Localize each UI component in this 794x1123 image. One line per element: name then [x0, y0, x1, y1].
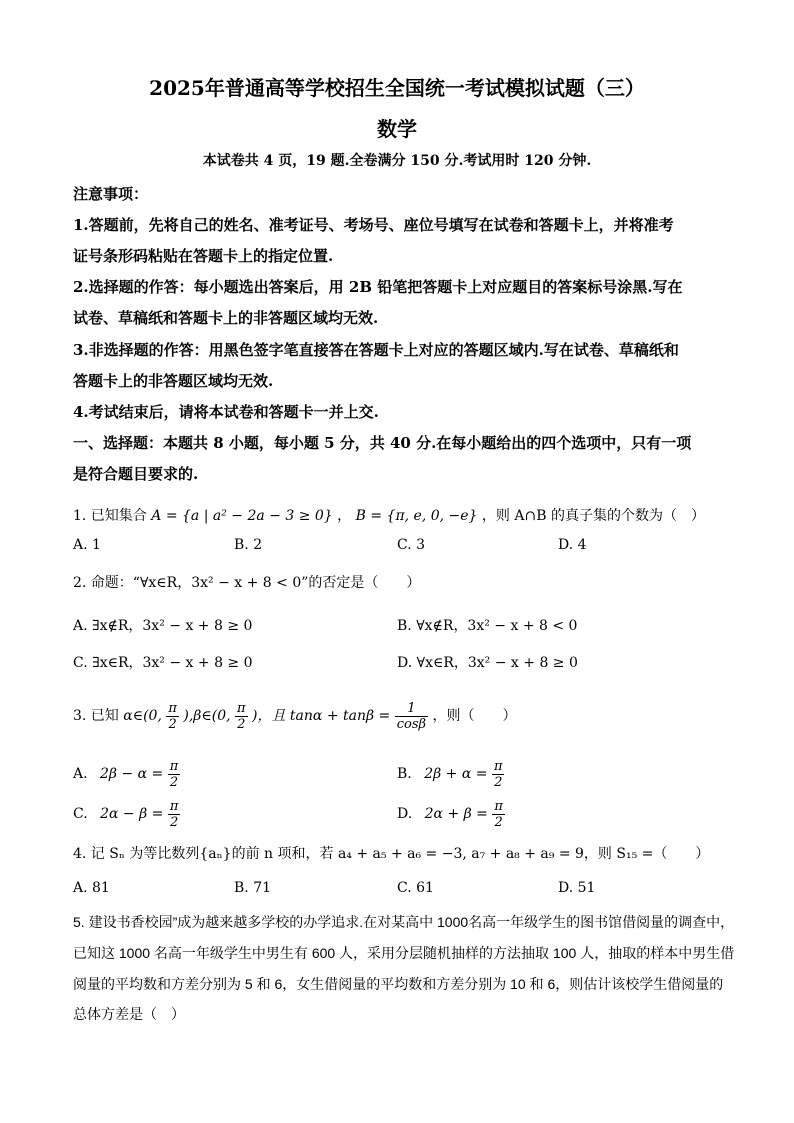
q1-set-b: B = {π, e, 0, −e}	[355, 508, 478, 524]
q3-option-b	[397, 754, 504, 794]
frac-denominator: 2	[169, 814, 179, 830]
q1-option-c: C. 3	[397, 537, 426, 553]
q1-option-a: A. 1	[73, 537, 101, 553]
frac-denominator: 2	[494, 774, 503, 790]
frac-denominator: 2	[168, 716, 177, 732]
q2-option-c: C. ∃x∈R，3x² − x + 8 ≥ 0	[73, 655, 253, 671]
option-label: B.	[397, 766, 412, 782]
q3-pi-over-2	[166, 701, 179, 732]
q1-sep: ，	[337, 508, 352, 524]
option-lhs: 2β − α =	[100, 766, 164, 782]
frac-denominator: 2	[169, 774, 179, 790]
note-line: 1.答题前，先将自己的姓名、准考证号、考场号、座位号填写在试卷和答题卡上，并将准考	[73, 216, 674, 234]
q4-option-a: A. 81	[73, 880, 110, 896]
q4-option-b: B. 71	[234, 880, 272, 896]
q1-option-d: D. 4	[558, 537, 587, 553]
q1-suffix: ，则 A∩B 的真子集的个数为（ ）	[481, 508, 705, 524]
q2-option-d: D. ∀x∈R，3x² − x + 8 ≥ 0	[397, 655, 578, 671]
note-line: 试卷、草稿纸和答题卡上的非答题区域均无效.	[73, 309, 379, 327]
question-5-line: 总体方差是（ ）	[73, 1006, 185, 1022]
question-4: 4. 记 Sₙ 为等比数列{aₙ}的前 n 项和，若 a₄ + a₅ + a₆ = −3, a₇ + a₈ + a₉ = 9，则 S₁₅ =（ ）	[73, 846, 710, 862]
notes-heading: 注意事项：	[73, 185, 149, 203]
question-5-line: 5. 建设书香校园”成为越来越多学校的办学追求.在对某高中 1000名高一年级学生的图书馆借阅量的调查中，	[73, 914, 735, 930]
q4-option-c: C. 61	[397, 880, 434, 896]
frac-numerator: 1	[395, 701, 428, 717]
question-5-line: 阅量的平均数和方差分别为 5 和 6，女生借阅量的平均数和方差分别为 10 和 6，则估计该校学生借阅量的	[73, 976, 724, 992]
note-line: 答题卡上的非答题区域均无效.	[73, 372, 274, 390]
q1-set-a: A = {a | a² − 2a − 3 ≥ 0}	[151, 508, 333, 524]
frac-numerator: π	[168, 700, 177, 716]
option-lhs: 2α − β =	[100, 806, 164, 822]
frac-numerator: π	[494, 798, 503, 814]
option-lhs: 2β + α =	[424, 766, 488, 782]
q3-prefix: 3. 已知	[73, 708, 119, 724]
option-lhs: 2α + β =	[424, 806, 488, 822]
question-3	[73, 694, 516, 738]
frac-denominator: 2	[494, 814, 503, 830]
frac-numerator: π	[493, 758, 503, 774]
pi-over-2	[168, 759, 181, 790]
exam-title: 2025年普通高等学校招生全国统一考试模拟试题（三）	[149, 76, 645, 100]
option-label: D.	[397, 806, 413, 822]
q2-option-b: B. ∀x∉R，3x² − x + 8 < 0	[397, 618, 578, 634]
q3-condition: )，且 tanα + tanβ =	[252, 708, 391, 724]
q1-option-b: B. 2	[234, 537, 263, 553]
q3-one-over-cosb	[395, 701, 428, 732]
q3-beta-range: ),β∈(0,	[183, 708, 231, 724]
q3-option-c	[73, 794, 180, 834]
option-label: A.	[73, 766, 88, 782]
note-line: 证号条形码粘贴在答题卡上的指定位置.	[73, 247, 334, 265]
option-label: C.	[73, 806, 88, 822]
pi-over-2	[168, 799, 181, 830]
note-line: 3.非选择题的作答：用黑色签字笔直接答在答题卡上对应的答题区域内.写在试卷、草稿纸和	[73, 341, 679, 359]
pi-over-2	[492, 799, 505, 830]
frac-denominator: 2	[237, 716, 246, 732]
frac-denominator: cosβ	[396, 716, 427, 732]
pi-over-2	[492, 759, 505, 790]
q4-option-d: D. 51	[558, 880, 596, 896]
question-1	[73, 505, 705, 525]
exam-info: 本试卷共 4 页，19 题.全卷满分 150 分.考试用时 120 分钟.	[202, 153, 592, 169]
section-heading: 一、选择题：本题共 8 小题，每小题 5 分，共 40 分.在每小题给出的四个选项中，只有一项	[73, 434, 692, 452]
q1-prefix: 1. 已知集合	[73, 508, 147, 524]
frac-numerator: π	[237, 700, 246, 716]
section-heading-cont: 是符合题目要求的.	[73, 465, 199, 483]
q3-option-d	[397, 794, 505, 834]
note-line: 4.考试结束后，请将本试卷和答题卡一并上交.	[73, 403, 379, 421]
q3-option-a	[73, 754, 180, 794]
q3-alpha-range: α∈(0,	[123, 708, 162, 724]
question-5-line: 已知这 1000 名高一年级学生中男生有 600 人，采用分层随机抽样的方法抽取 100 人，抽取的样本中男生借	[73, 945, 735, 961]
question-2: 2. 命题：“∀x∈R，3x² − x + 8 < 0”的否定是（ ）	[73, 575, 421, 591]
q3-pi-over-2	[235, 701, 248, 732]
subject-title: 数学	[377, 117, 417, 141]
q3-suffix: ，则（ ）	[432, 708, 517, 724]
q2-option-a: A. ∃x∉R，3x² − x + 8 ≥ 0	[73, 618, 253, 634]
frac-numerator: π	[169, 798, 179, 814]
frac-numerator: π	[169, 758, 179, 774]
note-line: 2.选择题的作答：每小题选出答案后，用 2B 铅笔把答题卡上对应题目的答案标号涂黑.写在	[73, 278, 683, 296]
